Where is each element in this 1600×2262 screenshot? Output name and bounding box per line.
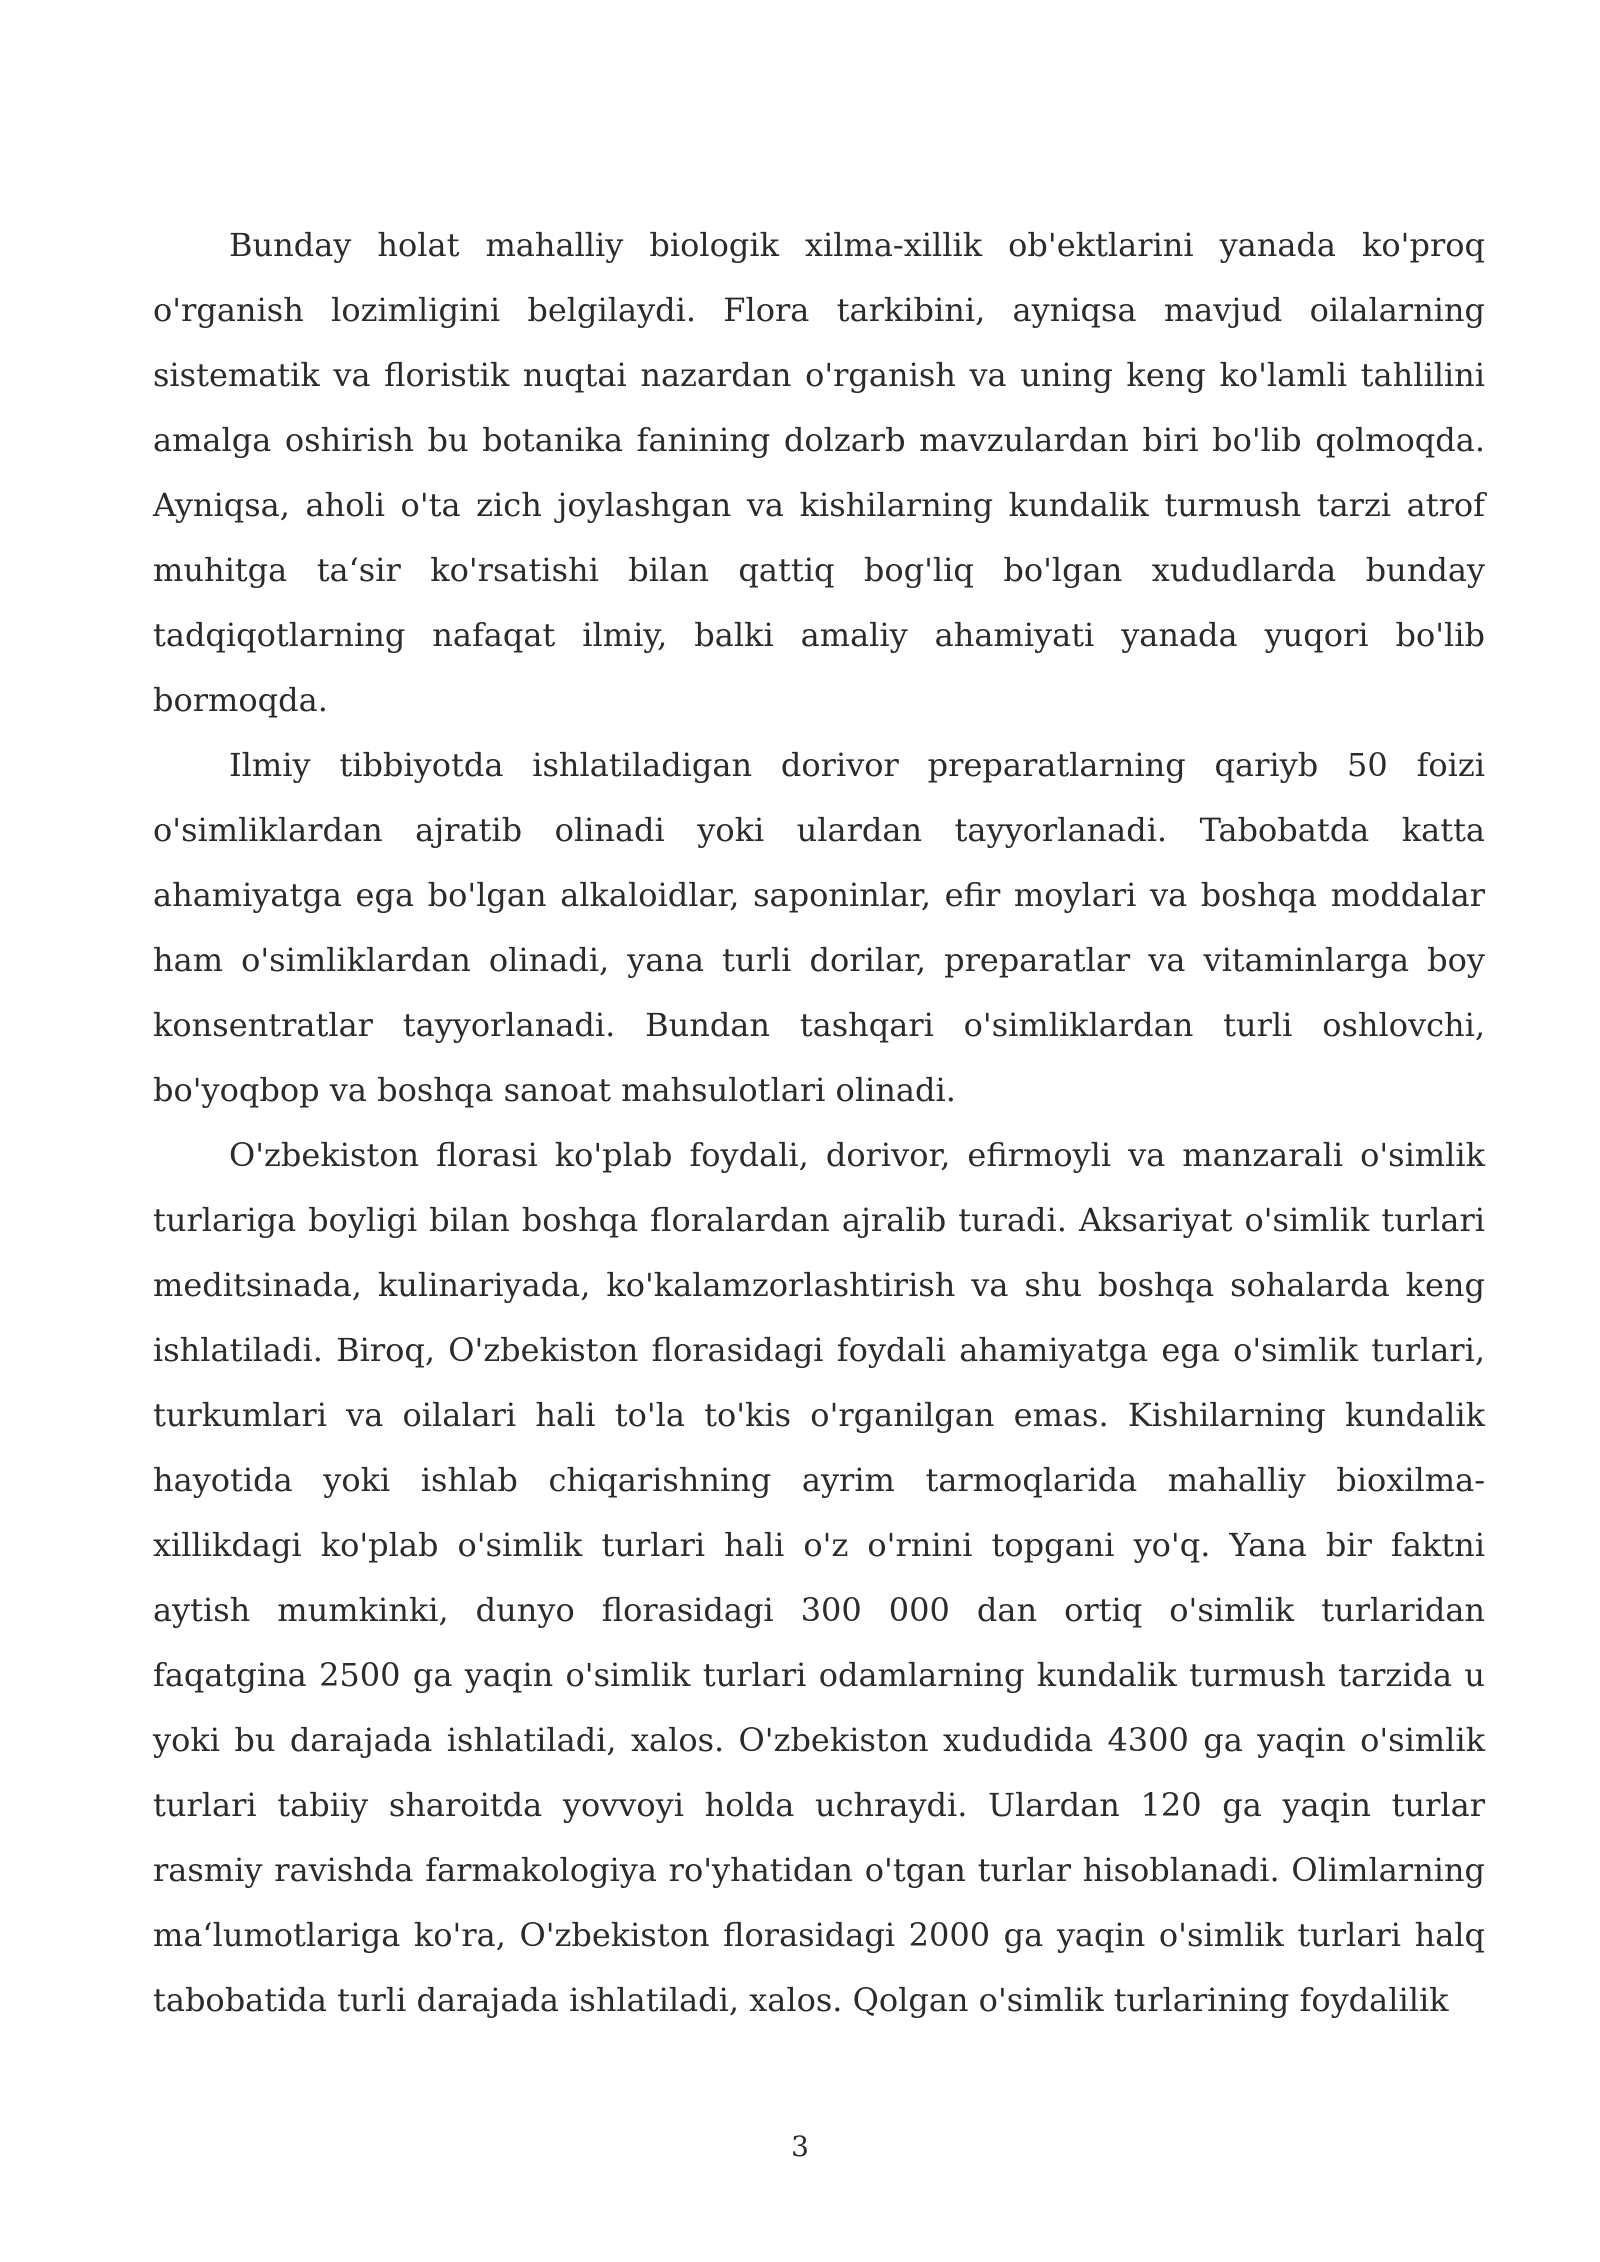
paragraph-3: O'zbekiston florasi ko'plab foydali, dorivor, efirmoyli va manzarali o'simlik turlariga boyligi bilan boshqa floralardan ajralib turadi. Aksariyat o'simlik turlari meditsinada, kulinariyada, ko'kalamzorlashtirish va shu boshqa sohalarda keng ishlatiladi. Biroq, O'zbekiston florasidagi foydali ahamiyatga ega o'simlik turlari, turkumlari va oilalari hali to'la to'kis o'rganilgan emas. Kishilarning kundalik hayotida yoki ishlab chiqarishning ayrim tarmoqlarida mahalliy bioxilma-xillikdagi ko'plab o'simlik turlari hali o'z o'rnini topgani yo'q. Yana bir faktni aytish mumkinki, dunyo florasidagi 300 000 dan ortiq o'simlik turlaridan faqatgina 2500 ga yaqin o'simlik turlari odamlarning kundalik turmush tarzida u yoki bu darajada ishlatiladi, xalos. O'zbekiston xududida 4300 ga yaqin o'simlik turlari tabiiy sharoitda yovvoyi holda uchraydi. Ulardan 120 ga yaqin turlar rasmiy ravishda farmakologiya ro'yhatidan o'tgan turlar hisoblanadi. Olimlarning maʻlumotlariga ko'ra, O'zbekiston florasidagi 2000 ga yaqin o'simlik turlari halq tabobatida turli darajada ishlatiladi, xalos. Qolgan o'simlik turlarining foydalilik [153, 1136, 1485, 2019]
paragraph-1: Bunday holat mahalliy biologik xilma-xillik ob'ektlarini yanada ko'proq o'rganish lozimligini belgilaydi. Flora tarkibini, ayniqsa mavjud oilalarning sistematik va floristik nuqtai nazardan o'rganish va uning keng ko'lamli tahlilini amalga oshirish bu botanika fanining dolzarb mavzulardan biri bo'lib qolmoqda. Ayniqsa, aholi o'ta zich joylashgan va kishilarning kundalik turmush tarzi atrof muhitga taʻsir ko'rsatishi bilan qattiq bog'liq bo'lgan xududlarda bunday tadqiqotlarning nafaqat ilmiy, balki amaliy ahamiyati yanada yuqori bo'lib bormoqda. [153, 226, 1485, 719]
body-text [153, 213, 1485, 2033]
paragraph-2: Ilmiy tibbiyotda ishlatiladigan dorivor preparatlarning qariyb 50 foizi o'simliklardan ajratib olinadi yoki ulardan tayyorlanadi. Tabobatda katta ahamiyatga ega bo'lgan alkaloidlar, saponinlar, efir moylari va boshqa moddalar ham o'simliklardan olinadi, yana turli dorilar, preparatlar va vitaminlarga boy konsentratlar tayyorlanadi. Bundan tashqari o'simliklardan turli oshlovchi, bo'yoqbop va boshqa sanoat mahsulotlari olinadi. [153, 746, 1485, 1109]
page-number: 3 [791, 2130, 809, 2163]
